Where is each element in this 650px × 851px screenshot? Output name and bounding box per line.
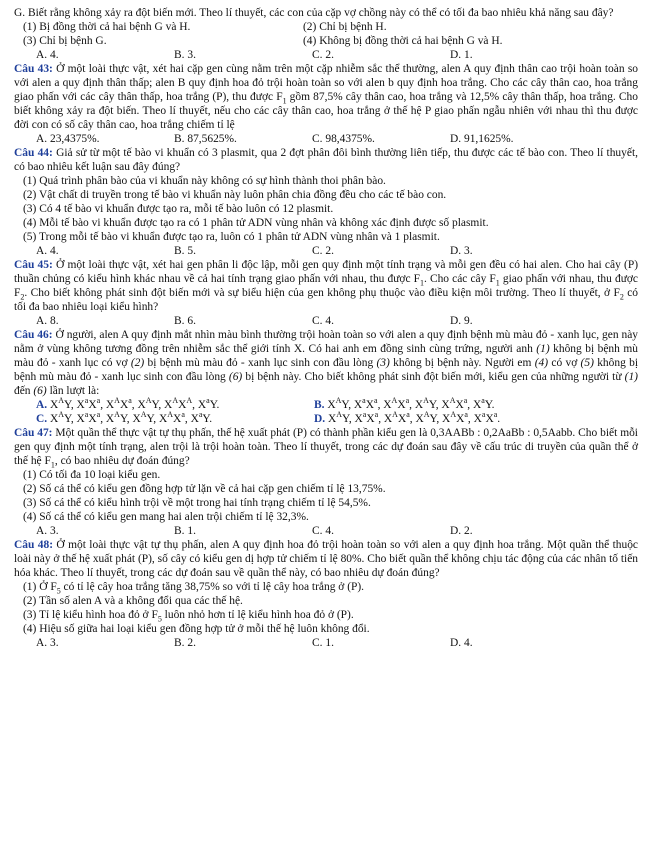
- answer-options: [14, 398, 638, 412]
- answer-option-a: A. 4.: [36, 49, 59, 61]
- answer-options: [14, 314, 638, 328]
- answer-option-a: A. 3.: [36, 525, 59, 537]
- statement: (1) Có tối đa 10 loại kiểu gen.: [23, 469, 161, 481]
- answer-option-a: A. $X^AY$, $X^aX^a$, $X^AX^a$, $X^AY$, $X^AX^A$, $X^aY$.: [36, 396, 220, 411]
- answer-options: [14, 524, 638, 538]
- answer-option-a: A. 8.: [36, 315, 59, 327]
- answer-option-d: D. $X^AY$, $X^aX^a$, $X^AX^a$, $X^AY$, $X^AX^a$, $X^aX^a$.: [314, 410, 501, 425]
- question-text: Câu 45: Ở một loài thực vật, xét hai gen phân li độc lập, mỗi gen quy định một tính trạng và mỗi gen đều có hai alen. Cho hai cây (P) thuần chủng có kiểu hình khác nhau về cả hai tính trạng giao phấn với nhau, thu được $F_1$. Cho các cây $F_1$ giao phấn với nhau, thu được $F_2$. Cho biết không phát sinh đột biến mới và sự biểu hiện của gen không phụ thuộc vào điều kiện môi trường. Theo lí thuyết, ở $F_2$ có tối đa bao nhiêu loại kiểu hình?: [14, 259, 639, 313]
- statement-row: [14, 34, 638, 48]
- question-text: G. Biết rằng không xảy ra đột biến mới. Theo lí thuyết, các con của cặp vợ chồng này có thể có tối đa bao nhiêu khả năng sau đây?: [14, 7, 614, 19]
- statement: (4) Số cá thể có kiểu gen mang hai alen trội chiếm tỉ lệ 32,3%.: [23, 511, 309, 523]
- question-label: Câu 44:: [14, 147, 53, 159]
- question-label: Câu 43:: [14, 63, 53, 75]
- question-44: [14, 146, 638, 258]
- answer-option-b: B. 87,5625%.: [174, 133, 237, 145]
- answer-option-d: D. 2.: [450, 525, 473, 537]
- statement: (2) Chỉ bị bệnh H.: [303, 21, 387, 33]
- answer-option-c: C. 4.: [312, 315, 334, 327]
- statement: (3) Có 4 tế bào vi khuẩn được tạo ra, mỗi tế bào luôn có 12 plasmit.: [23, 203, 334, 215]
- statement: (4) Không bị đồng thời cả hai bệnh G và H.: [303, 35, 503, 47]
- statement: (4) Mỗi tế bào vi khuẩn được tạo ra có 1 phân tử ADN vùng nhân và không xác định được số plasmit.: [23, 217, 489, 229]
- answer-option-d: D. 91,1625%.: [450, 133, 514, 145]
- statement: (2) Tần số alen A và a không đổi qua các thế hệ.: [23, 595, 243, 607]
- statement: (2) Vật chất di truyền trong tế bào vi khuẩn này luôn phân chia đồng đều cho các tế bào con.: [23, 189, 447, 201]
- question-text: Câu 47: Một quần thể thực vật tự thụ phấn, thế hệ xuất phát (P) có thành phần kiểu gen là 0,3AABb : 0,2AaBb : 0,5Aabb. Cho biết mỗi gen quy định một tính trạng, alen trội là trội hoàn toàn. Theo lí thuyết, trong các dự đoán sau đây về cấu trúc di truyền của quần thể ở thế hệ $F_1$, có bao nhiêu dự đoán đúng?: [14, 427, 638, 470]
- statement: (1) Quá trình phân bào của vi khuẩn này không có sự hình thành thoi phân bào.: [23, 175, 386, 187]
- statement: (1) Bị đồng thời cả hai bệnh G và H.: [23, 21, 191, 33]
- answer-options: [14, 412, 638, 426]
- question-label: Câu 46:: [14, 329, 53, 341]
- answer-option-c: C. 98,4375%.: [312, 133, 375, 145]
- statement: (3) Số cá thể có kiểu hình trội về một trong hai tính trạng chiếm tỉ lệ 54,5%.: [23, 497, 371, 509]
- statement: (5) Trong mỗi tế bào vi khuẩn được tạo ra, luôn có 1 phân tử ADN vùng nhân và 1 plasmit.: [23, 231, 440, 243]
- answer-option-b: B. 6.: [174, 315, 196, 327]
- question-text: Câu 46: Ở người, alen A quy định mắt nhìn màu bình thường trội hoàn toàn so với alen a quy định bệnh mù màu đỏ - xanh lục, gen này nằm ở vùng không tương đồng trên nhiễm sắc thể giới tính X. Có hai anh em đồng sinh cùng trứng, người anh (1) không bị bệnh mù màu đỏ - xanh lục có vợ (2) bị bệnh mù màu đỏ - xanh lục sinh con đầu lòng (3) không bị bệnh này. Người em (4) có vợ (5) không bị bệnh mù màu đỏ - xanh lục sinh con đầu lòng (6) bị bệnh này. Cho biết không phát sinh đột biến mới, kiểu gen của những người từ (1) đến (6) lần lượt là:: [14, 329, 639, 397]
- question-text: Câu 44: Giả sử từ một tế bào vi khuẩn có 3 plasmit, qua 2 đợt phân đôi bình thường liên tiếp, thu được các tế bào con. Theo lí thuyết, có bao nhiêu kết luận sau đây đúng?: [14, 147, 638, 173]
- statement: (1) Ở $F_5$ có tỉ lệ cây hoa trắng tăng 38,75% so với tỉ lệ cây hoa trắng ở (P).: [23, 581, 365, 596]
- question-text: Câu 43: Ở một loài thực vật, xét hai cặp gen cùng nằm trên một cặp nhiễm sắc thể thường, alen A quy định thân cao trội hoàn toàn so với alen a quy định thân thấp; alen B quy định hoa đỏ trội hoàn toàn so với alen b quy định hoa trắng. Cho các cây thân cao, hoa trắng giao phấn với các cây thân thấp, hoa trắng (P), thu được $F_1$ gồm 87,5% cây thân cao, hoa trắng và 12,5% cây thân thấp, hoa trắng. Cho biết không xảy ra đột biến. Theo lí thuyết, nếu cho các cây thân cao, hoa trắng ở thế hệ P giao phấn ngẫu nhiên với nhau thì thu được đời con có số cây thân cao, hoa trắng chiếm tỉ lệ: [14, 63, 638, 131]
- answer-options: [14, 636, 638, 650]
- question-43: [14, 62, 638, 146]
- question-45: [14, 258, 638, 328]
- answer-options: [14, 132, 638, 146]
- answer-option-a: A. 4.: [36, 245, 59, 257]
- answer-option-c: C. $X^AY$, $X^aX^a$, $X^AY$, $X^AY$, $X^AX^a$, $X^aY$.: [36, 410, 213, 425]
- answer-option-c: C. 2.: [312, 49, 334, 61]
- answer-option-d: D. 3.: [450, 245, 473, 257]
- answer-option-c: C. 1.: [312, 637, 334, 649]
- answer-option-d: D. 4.: [450, 637, 473, 649]
- question-48: [14, 538, 638, 650]
- answer-option-a: A. 3.: [36, 637, 59, 649]
- statement: (3) Chỉ bị bệnh G.: [23, 35, 107, 47]
- question-47: [14, 426, 638, 538]
- answer-option-c: C. 2.: [312, 245, 334, 257]
- question-label: Câu 48:: [14, 539, 53, 551]
- answer-option-b: B. 5.: [174, 245, 196, 257]
- statement-row: [14, 20, 638, 34]
- answer-option-c: C. 4.: [312, 525, 334, 537]
- question-text: Câu 48: Ở một loài thực vật tự thụ phấn, alen A quy định hoa đỏ trội hoàn toàn so với alen a quy định hoa trắng. Một quần thể thuộc loài này ở thế hệ xuất phát (P), số cây có kiểu gen dị hợp tử chiếm tỉ lệ 80%. Cho biết quần thể không chịu tác động của các nhân tố tiến hóa khác. Theo lí thuyết, trong các dự đoán sau về quần thể này, có bao nhiêu dự đoán đúng?: [14, 539, 638, 579]
- answer-option-a: A. 23,4375%.: [36, 133, 100, 145]
- statement: (4) Hiệu số giữa hai loại kiểu gen đồng hợp tử ở mỗi thế hệ luôn không đổi.: [23, 623, 370, 635]
- question-label: Câu 45:: [14, 259, 53, 271]
- statement: (3) Tỉ lệ kiểu hình hoa đỏ ở $F_5$ luôn nhỏ hơn tỉ lệ kiểu hình hoa đỏ ở (P).: [23, 609, 354, 624]
- question-46: [14, 328, 638, 426]
- answer-options: [14, 48, 638, 62]
- answer-options: [14, 244, 638, 258]
- answer-option-b: B. 2.: [174, 637, 196, 649]
- question-label: Câu 47:: [14, 427, 53, 439]
- question-g: [14, 6, 638, 62]
- answer-option-d: D. 9.: [450, 315, 473, 327]
- statement: (2) Số cá thể có kiểu gen đồng hợp tử lặn về cả hai cặp gen chiếm tỉ lệ 13,75%.: [23, 483, 386, 495]
- answer-option-b: B. 1.: [174, 525, 196, 537]
- answer-option-b: B. 3.: [174, 49, 196, 61]
- answer-option-d: D. 1.: [450, 49, 473, 61]
- answer-option-b: B. $X^AY$, $X^aX^a$, $X^AX^a$, $X^AY$, $X^AX^a$, $X^aY$.: [314, 396, 495, 411]
